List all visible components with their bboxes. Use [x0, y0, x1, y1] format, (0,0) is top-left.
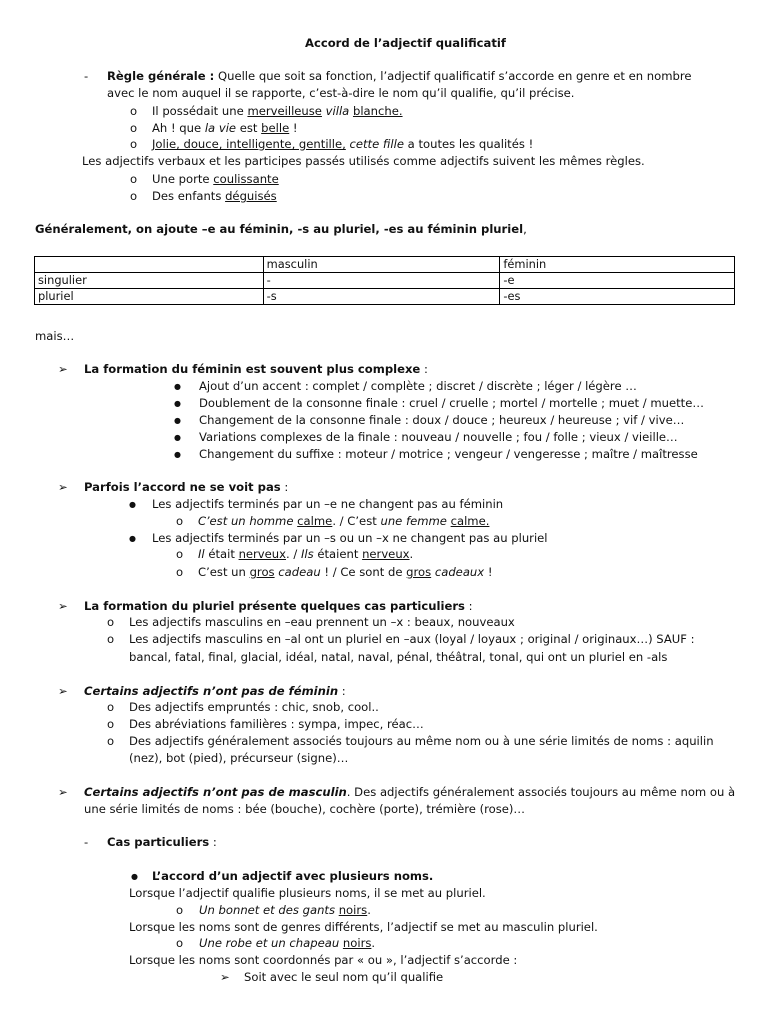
cas-heading: Cas particuliers :: [107, 835, 217, 849]
feminin-item-3: Changement de la consonne finale : doux / douce ; heureux / heureuse ; vif / vive…: [199, 413, 685, 427]
arrow-bullet-icon: ➢: [220, 970, 230, 984]
bullet-dot: ●: [129, 500, 136, 509]
bullet-dot: ●: [174, 382, 181, 391]
regle-example-3: Jolie, douce, intelligente, gentille, cette fille a toutes les qualités !: [152, 137, 534, 151]
regle-example-5: Des enfants déguisés: [152, 189, 277, 203]
generalement-line: Généralement, on ajoute –e au féminin, -s au pluriel, -es au féminin pluriel,: [35, 222, 527, 236]
pluriel-item-2-cont: bancal, fatal, final, glacial, idéal, natal, naval, pénal, théâtral, tonal, qui ont un pluriel en -als: [129, 650, 668, 664]
arrow-bullet-icon: ➢: [58, 785, 68, 799]
bullet-o: o: [176, 903, 184, 917]
bullet-dot: ●: [174, 450, 181, 459]
regle-example-4: Une porte coulissante: [152, 172, 279, 186]
arrow-bullet-icon: ➢: [58, 599, 68, 613]
parfois-example-2: Il était nerveux. / Ils étaient nerveux.: [198, 547, 414, 561]
bullet-o: o: [107, 632, 115, 646]
cas-arrow-item-1: Soit avec le seul nom qu’il qualifie: [244, 970, 444, 984]
table-row: [35, 289, 735, 305]
bullet-o: o: [130, 121, 138, 135]
parfois-example-1: C’est un homme calme. / C’est une femme calme.: [198, 514, 490, 528]
pluriel-heading: La formation du pluriel présente quelques cas particuliers :: [84, 599, 473, 613]
table-cell: masculin: [263, 257, 500, 273]
table-row: [35, 257, 735, 273]
feminin-item-2: Doublement de la consonne finale : cruel / cruelle ; mortel / mortelle ; muet / muette…: [199, 396, 704, 410]
bullet-o: o: [130, 172, 138, 186]
feminin-item-4: Variations complexes de la finale : nouveau / nouvelle ; fou / folle ; vieux / vieille…: [199, 430, 678, 444]
parfois-item-1: Les adjectifs terminés par un –e ne changent pas au féminin: [152, 497, 504, 511]
cas-example-1: Un bonnet et des gants noirs.: [199, 903, 371, 917]
sansmasculin-line1: Certains adjectifs n’ont pas de masculin. Des adjectifs généralement associés toujours au même nom ou à: [84, 785, 736, 799]
parfois-example-3: C’est un gros cadeau ! / Ce sont de gros cadeaux !: [198, 565, 493, 579]
bullet-dot: ●: [174, 433, 181, 442]
table-cell: [35, 257, 264, 273]
table-row: [35, 273, 735, 289]
bullet-o: o: [107, 717, 115, 731]
pluriel-item-1: Les adjectifs masculins en –eau prennent un –x : beaux, nouveaux: [129, 615, 515, 629]
bullet-o: o: [176, 936, 184, 950]
bullet-dot: ●: [131, 872, 138, 881]
mais-text: mais…: [35, 329, 75, 343]
sansfeminin-item-2: Des abréviations familières : sympa, impec, réac…: [129, 717, 424, 731]
pluriel-item-2: Les adjectifs masculins en –al ont un pluriel en –aux (loyal / loyaux ; original / originaux…) SAUF :: [129, 632, 695, 646]
regle-verbaux: Les adjectifs verbaux et les participes passés utilisés comme adjectifs suivent les mêmes règles.: [82, 154, 645, 168]
bullet-o: o: [107, 615, 115, 629]
sansfeminin-heading: Certains adjectifs n’ont pas de féminin :: [84, 684, 346, 698]
sansmasculin-line2: une série limités de noms : bée (bouche), cochère (porte), trémière (rose)…: [84, 802, 526, 816]
regle-label: Règle générale :: [107, 69, 215, 83]
table-cell: -es: [500, 289, 735, 305]
bullet-o: o: [107, 734, 115, 748]
arrow-bullet-icon: ➢: [58, 362, 68, 376]
regle-line1: [107, 68, 692, 84]
cas-line-1: Lorsque l’adjectif qualifie plusieurs noms, il se met au pluriel.: [129, 886, 486, 900]
regle-text1: Quelle que soit sa fonction, l’adjectif qualificatif s’accorde en genre et en nombre: [214, 69, 692, 83]
table-cell: -s: [263, 289, 500, 305]
bullet-dot: ●: [129, 534, 136, 543]
bullet-o: o: [107, 700, 115, 714]
feminin-heading: La formation du féminin est souvent plus complexe :: [84, 362, 428, 376]
arrow-bullet-icon: ➢: [58, 684, 68, 698]
cas-example-2: Une robe et un chapeau noirs.: [199, 936, 376, 950]
bullet-o: o: [130, 189, 138, 203]
regle-dash: -: [84, 69, 89, 83]
table-cell: féminin: [500, 257, 735, 273]
cas-subheading: L’accord d’un adjectif avec plusieurs noms.: [152, 869, 434, 883]
regle-example-1: Il possédait une merveilleuse villa blanche.: [152, 104, 403, 118]
regle-example-2: Ah ! que la vie est belle !: [152, 121, 298, 135]
sansfeminin-item-1: Des adjectifs empruntés : chic, snob, cool..: [129, 700, 379, 714]
bullet-o: o: [130, 104, 138, 118]
bullet-dot: ●: [174, 399, 181, 408]
table-cell: pluriel: [35, 289, 264, 305]
bullet-o: o: [130, 137, 138, 151]
accord-table: [34, 256, 735, 305]
cas-line-3: Lorsque les noms sont coordonnés par « ou », l’adjectif s’accorde :: [129, 953, 518, 967]
sansfeminin-item-3: Des adjectifs généralement associés toujours au même nom ou à une série limités de noms : aquilin: [129, 734, 714, 748]
parfois-item-2: Les adjectifs terminés par un –s ou un –x ne changent pas au pluriel: [152, 531, 548, 545]
parfois-heading: Parfois l’accord ne se voit pas :: [84, 480, 289, 494]
sansfeminin-item-3-cont: (nez), bot (pied), précurseur (signe)…: [129, 751, 349, 765]
cas-dash: -: [84, 835, 89, 849]
page-title: Accord de l’adjectif qualificatif: [305, 36, 506, 50]
bullet-o: o: [176, 514, 184, 528]
bullet-dot: ●: [174, 416, 181, 425]
bullet-o: o: [176, 565, 184, 579]
bullet-o: o: [176, 547, 184, 561]
feminin-item-5: Changement du suffixe : moteur / motrice ; vengeur / vengeresse ; maître / maîtresse: [199, 447, 698, 461]
cas-line-2: Lorsque les noms sont de genres différents, l’adjectif se met au masculin pluriel.: [129, 920, 598, 934]
feminin-item-1: Ajout d’un accent : complet / complète ; discret / discrète ; léger / légère …: [199, 379, 637, 393]
table-cell: singulier: [35, 273, 264, 289]
table-cell: -: [263, 273, 500, 289]
regle-line2: avec le nom auquel il se rapporte, c’est-à-dire le nom qu’il qualifie, qu’il précise.: [107, 86, 575, 100]
table-cell: -e: [500, 273, 735, 289]
arrow-bullet-icon: ➢: [58, 480, 68, 494]
